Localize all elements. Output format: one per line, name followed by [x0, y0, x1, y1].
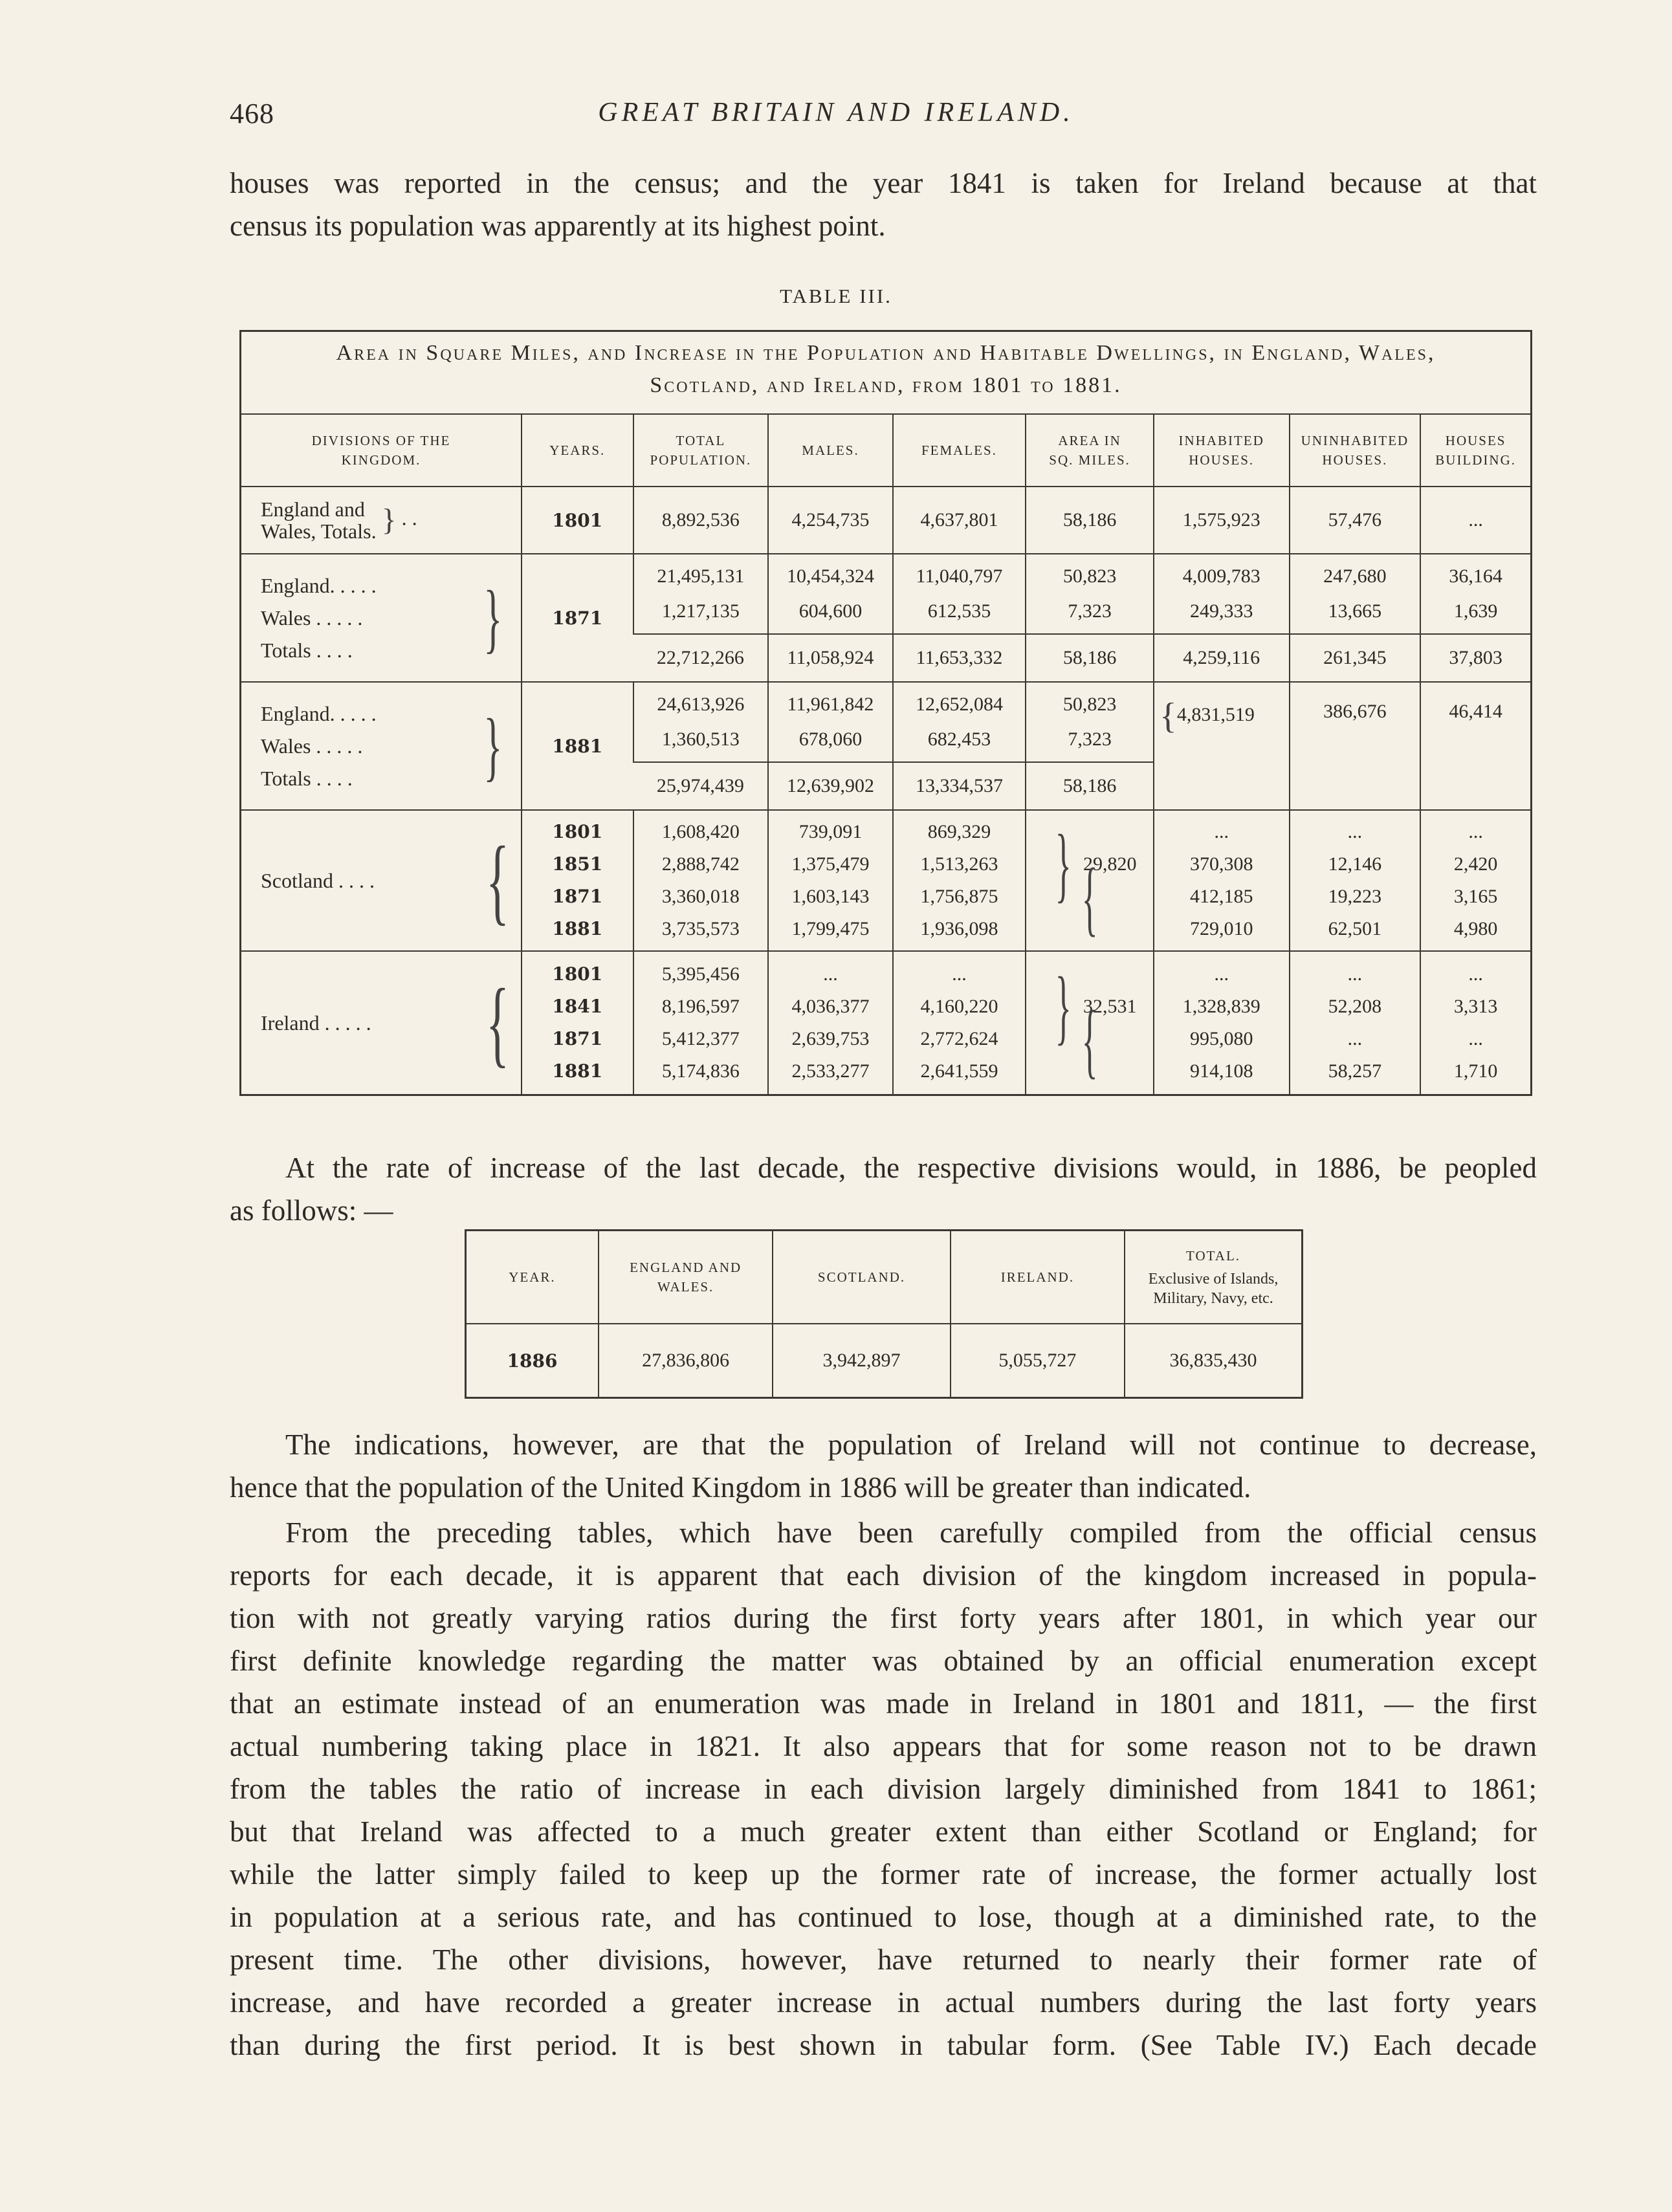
text-line: census its population was apparently at its highest point.	[230, 210, 886, 242]
header-uninhabited: UNINHABITED HOUSES.	[1290, 414, 1421, 487]
table-caption: TABLE III.	[780, 285, 892, 307]
cell: 869,329 1,513,263 1,756,875 1,936,098	[893, 810, 1026, 951]
cell: } 29,820{	[1026, 810, 1154, 951]
text-line: actual numbering taking place in 1821. It also appears that for some reason not to be drawn	[230, 1730, 1537, 1762]
cell: 21,495,131 1,217,135	[633, 554, 769, 634]
cell: 3,942,897	[773, 1324, 950, 1398]
year-cell: 1881	[522, 682, 633, 810]
cell: 36,164 1,639	[1420, 554, 1531, 634]
cell: ... 3,313 ... 1,710	[1420, 951, 1531, 1095]
mid-paragraph	[230, 1146, 1537, 1232]
cell: 386,676	[1290, 682, 1421, 810]
cell: 4,259,116	[1154, 634, 1290, 682]
cell: 247,680 13,665	[1290, 554, 1421, 634]
header-year: YEAR.	[466, 1231, 599, 1324]
cell: 12,639,902	[768, 762, 892, 810]
cell: ... 1,328,839 995,080 914,108	[1154, 951, 1290, 1095]
paragraph-preceding-tables	[230, 1511, 1537, 2066]
table-row	[241, 487, 1532, 554]
text-line: houses was reported in the census; and the year 1841 is taken for Ireland because at that	[230, 167, 1537, 199]
table-row	[241, 951, 1532, 1095]
cell: ... 52,208 ... 58,257	[1290, 951, 1421, 1095]
header-england-wales: ENGLAND AND WALES.	[599, 1231, 773, 1324]
division-label: England. . . . . Wales . . . . . Totals . . . . }	[241, 554, 522, 682]
year-cell: 1801 1851 1871 1881	[522, 810, 633, 951]
cell: ... 4,036,377 2,639,753 2,533,277	[768, 951, 892, 1095]
table-row	[241, 682, 1532, 762]
cell: 58,186	[1026, 634, 1154, 682]
text-line: The indications, however, are that the population of Ireland will not continue to decrease,	[285, 1429, 1537, 1461]
text-line: present time. The other divisions, however, have returned to nearly their former rate of	[230, 1944, 1537, 1976]
header-females: FEMALES.	[893, 414, 1026, 487]
header-divisions: DIVISIONS OF THE KINGDOM.	[241, 414, 522, 487]
text-line: in population at a serious rate, and has continued to lose, though at a diminished rate, to the	[230, 1901, 1537, 1933]
header-scotland: SCOTLAND.	[773, 1231, 950, 1324]
division-label: England. . . . . Wales . . . . . Totals . . . . }	[241, 682, 522, 810]
year-cell: 1801	[522, 487, 633, 554]
column-headers	[466, 1231, 1303, 1324]
header-inhabited: INHABITED HOUSES.	[1154, 414, 1290, 487]
cell: ... 4,160,220 2,772,624 2,641,559	[893, 951, 1026, 1095]
text-line: hence that the population of the United Kingdom in 1886 will be greater than indicated.	[230, 1471, 1251, 1504]
text-line: increase, and have recorded a greater increase in actual numbers during the last forty years	[230, 1986, 1537, 2019]
cell: 22,712,266	[633, 634, 769, 682]
text-line: tion with not greatly varying ratios during the first forty years after 1801, in which year our	[230, 1602, 1537, 1634]
header-ireland: IRELAND.	[951, 1231, 1125, 1324]
text-line: than during the first period. It is best shown in tabular form. (See Table IV.) Each decade	[230, 2029, 1537, 2061]
cell: 1,575,923	[1154, 487, 1290, 554]
table-title: Area in Square Miles, and Increase in the Population and Habitable Dwellings, in England, Wales, Scotland, and Ireland, from 1801 to 1881.	[241, 331, 1532, 415]
cell: ... 370,308 412,185 729,010	[1154, 810, 1290, 951]
cell: 50,823 7,323	[1026, 682, 1154, 762]
cell: 10,454,324 604,600	[768, 554, 892, 634]
division-label: Ireland . . . . . {	[241, 951, 522, 1095]
cell: 24,613,926 1,360,513	[633, 682, 769, 762]
cell: 25,974,439	[633, 762, 769, 810]
cell: 11,058,924	[768, 634, 892, 682]
cell: 4,637,801	[893, 487, 1026, 554]
cell: 11,961,842 678,060	[768, 682, 892, 762]
header-years: YEARS.	[522, 414, 633, 487]
table-row	[466, 1324, 1303, 1398]
cell: {4,831,519	[1154, 682, 1290, 810]
table-row	[241, 554, 1532, 634]
cell: 36,835,430	[1125, 1324, 1302, 1398]
cell: 37,803	[1420, 634, 1531, 682]
text-line: first definite knowledge regarding the matter was obtained by an official enumeration except	[230, 1645, 1537, 1677]
column-headers	[241, 414, 1532, 487]
header-total: TOTAL POPULATION.	[633, 414, 769, 487]
header-males: MALES.	[768, 414, 892, 487]
header-total: TOTAL. Exclusive of Islands, Military, Navy, etc.	[1125, 1231, 1302, 1324]
cell: ...	[1420, 487, 1531, 554]
page-number: 468	[230, 98, 274, 129]
intro-paragraph	[230, 162, 1537, 247]
cell: 5,055,727	[951, 1324, 1125, 1398]
text-line: At the rate of increase of the last decade, the respective divisions would, in 1886, be peopled	[285, 1152, 1537, 1184]
cell: 739,091 1,375,479 1,603,143 1,799,475	[768, 810, 892, 951]
cell: ... 12,146 19,223 62,501	[1290, 810, 1421, 951]
table-three	[239, 330, 1532, 1096]
text-line: from the tables the ratio of increase in each division largely diminished from 1841 to 1861;	[230, 1773, 1537, 1805]
cell: 50,823 7,323	[1026, 554, 1154, 634]
cell: 12,652,084 682,453	[893, 682, 1026, 762]
text-line: From the preceding tables, which have been carefully compiled from the official census	[285, 1517, 1537, 1549]
table-row	[241, 810, 1532, 951]
header-area: AREA IN SQ. MILES.	[1026, 414, 1154, 487]
cell: 13,334,537	[893, 762, 1026, 810]
cell: 8,892,536	[633, 487, 769, 554]
year-cell: 1886	[507, 1350, 558, 1372]
running-title: GREAT BRITAIN AND IRELAND.	[598, 98, 1074, 127]
text-line: while the latter simply failed to keep up the former rate of increase, the former actually lost	[230, 1858, 1537, 1890]
cell: 11,040,797 612,535	[893, 554, 1026, 634]
cell: 4,009,783 249,333	[1154, 554, 1290, 634]
division-label: Scotland . . . . {	[241, 810, 522, 951]
cell: 4,254,735	[768, 487, 892, 554]
cell: 46,414	[1420, 682, 1531, 810]
cell: 57,476	[1290, 487, 1421, 554]
text-line: but that Ireland was affected to a much greater extent than either Scotland or England; for	[230, 1815, 1537, 1848]
cell: 1,608,420 2,888,742 3,360,018 3,735,573	[633, 810, 769, 951]
year-cell: 1871	[522, 554, 633, 682]
text-line: reports for each decade, it is apparent that each division of the kingdom increased in popula-	[230, 1559, 1537, 1592]
cell: } 32,531{	[1026, 951, 1154, 1095]
cell: 58,186	[1026, 762, 1154, 810]
year-cell: 1801 1841 1871 1881	[522, 951, 633, 1095]
paragraph-indications	[230, 1423, 1537, 1509]
cell: 27,836,806	[599, 1324, 773, 1398]
division-label: England and Wales, Totals. } . .	[261, 498, 417, 543]
cell: ... 2,420 3,165 4,980	[1420, 810, 1531, 951]
text-line: that an estimate instead of an enumeration was made in Ireland in 1801 and 1811, — the first	[230, 1687, 1537, 1720]
cell: 58,186	[1026, 487, 1154, 554]
cell: 261,345	[1290, 634, 1421, 682]
cell: 11,653,332	[893, 634, 1026, 682]
table-1886	[465, 1229, 1303, 1399]
header-building: HOUSES BUILDING.	[1420, 414, 1531, 487]
cell: 5,395,456 8,196,597 5,412,377 5,174,836	[633, 951, 769, 1095]
text-line: as follows: —	[230, 1194, 393, 1227]
